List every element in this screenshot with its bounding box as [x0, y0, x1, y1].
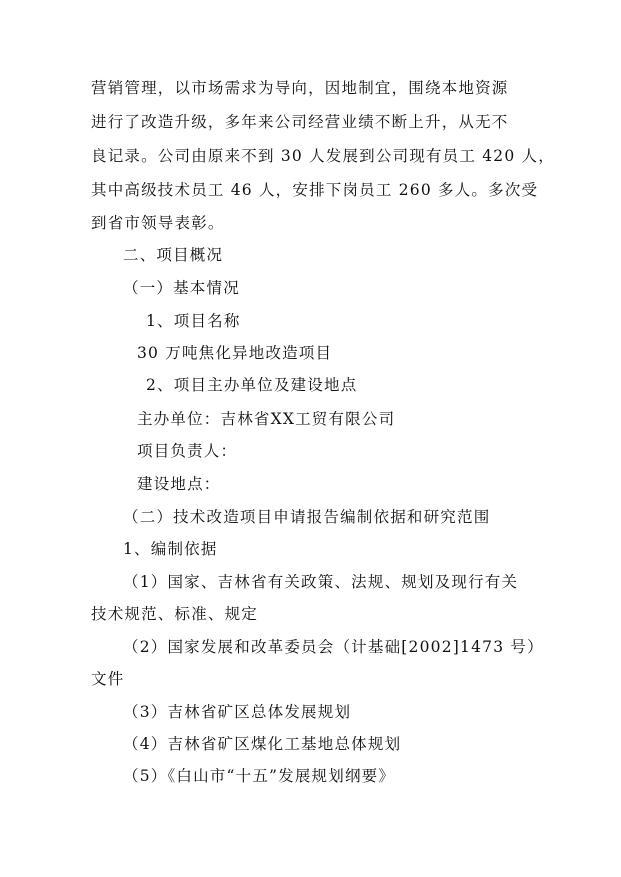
paragraph-line: 其中高级技术员工 46 人，安排下岗员工 260 多人。多次受: [91, 181, 539, 199]
project-leader: 项目负责人：: [137, 442, 238, 460]
item-heading: 1、编制依据: [123, 540, 218, 558]
item-heading: 1、项目名称: [146, 312, 241, 330]
item-heading: 2、项目主办单位及建设地点: [146, 376, 358, 394]
list-item: （1）国家、吉林省有关政策、法规、规划及现行有关: [123, 573, 519, 591]
paragraph-line: 进行了改造升级，多年来公司经营业绩不断上升，从无不: [91, 113, 509, 131]
subsection-heading: （二）技术改造项目申请报告编制依据和研究范围: [123, 508, 491, 526]
construction-site: 建设地点：: [137, 475, 221, 493]
subsection-heading: （一）基本情况: [123, 279, 240, 297]
project-name: 30 万吨焦化异地改造项目: [137, 344, 333, 362]
list-item: （3）吉林省矿区总体发展规划: [123, 703, 352, 721]
list-item: （5）《白山市“十五”发展规划纲要》: [123, 767, 396, 785]
list-item: （4）吉林省矿区煤化工基地总体规划: [123, 735, 402, 753]
paragraph-line: 到省市领导表彰。: [91, 214, 225, 232]
paragraph-line: 营销管理，以市场需求为导向，因地制宜，围绕本地资源: [91, 79, 509, 97]
paragraph-line: 良记录。公司由原来不到 30 人发展到公司现有员工 420 人，: [91, 147, 555, 165]
list-item-continuation: 技术规范、标准、规定: [91, 605, 259, 623]
list-item-continuation: 文件: [91, 670, 125, 688]
sponsor-unit: 主办单位：吉林省XX工贸有限公司: [137, 410, 396, 428]
list-item: （2）国家发展和改革委员会（计基础[2002]1473 号）: [123, 638, 544, 656]
section-heading: 二、项目概况: [123, 246, 224, 264]
